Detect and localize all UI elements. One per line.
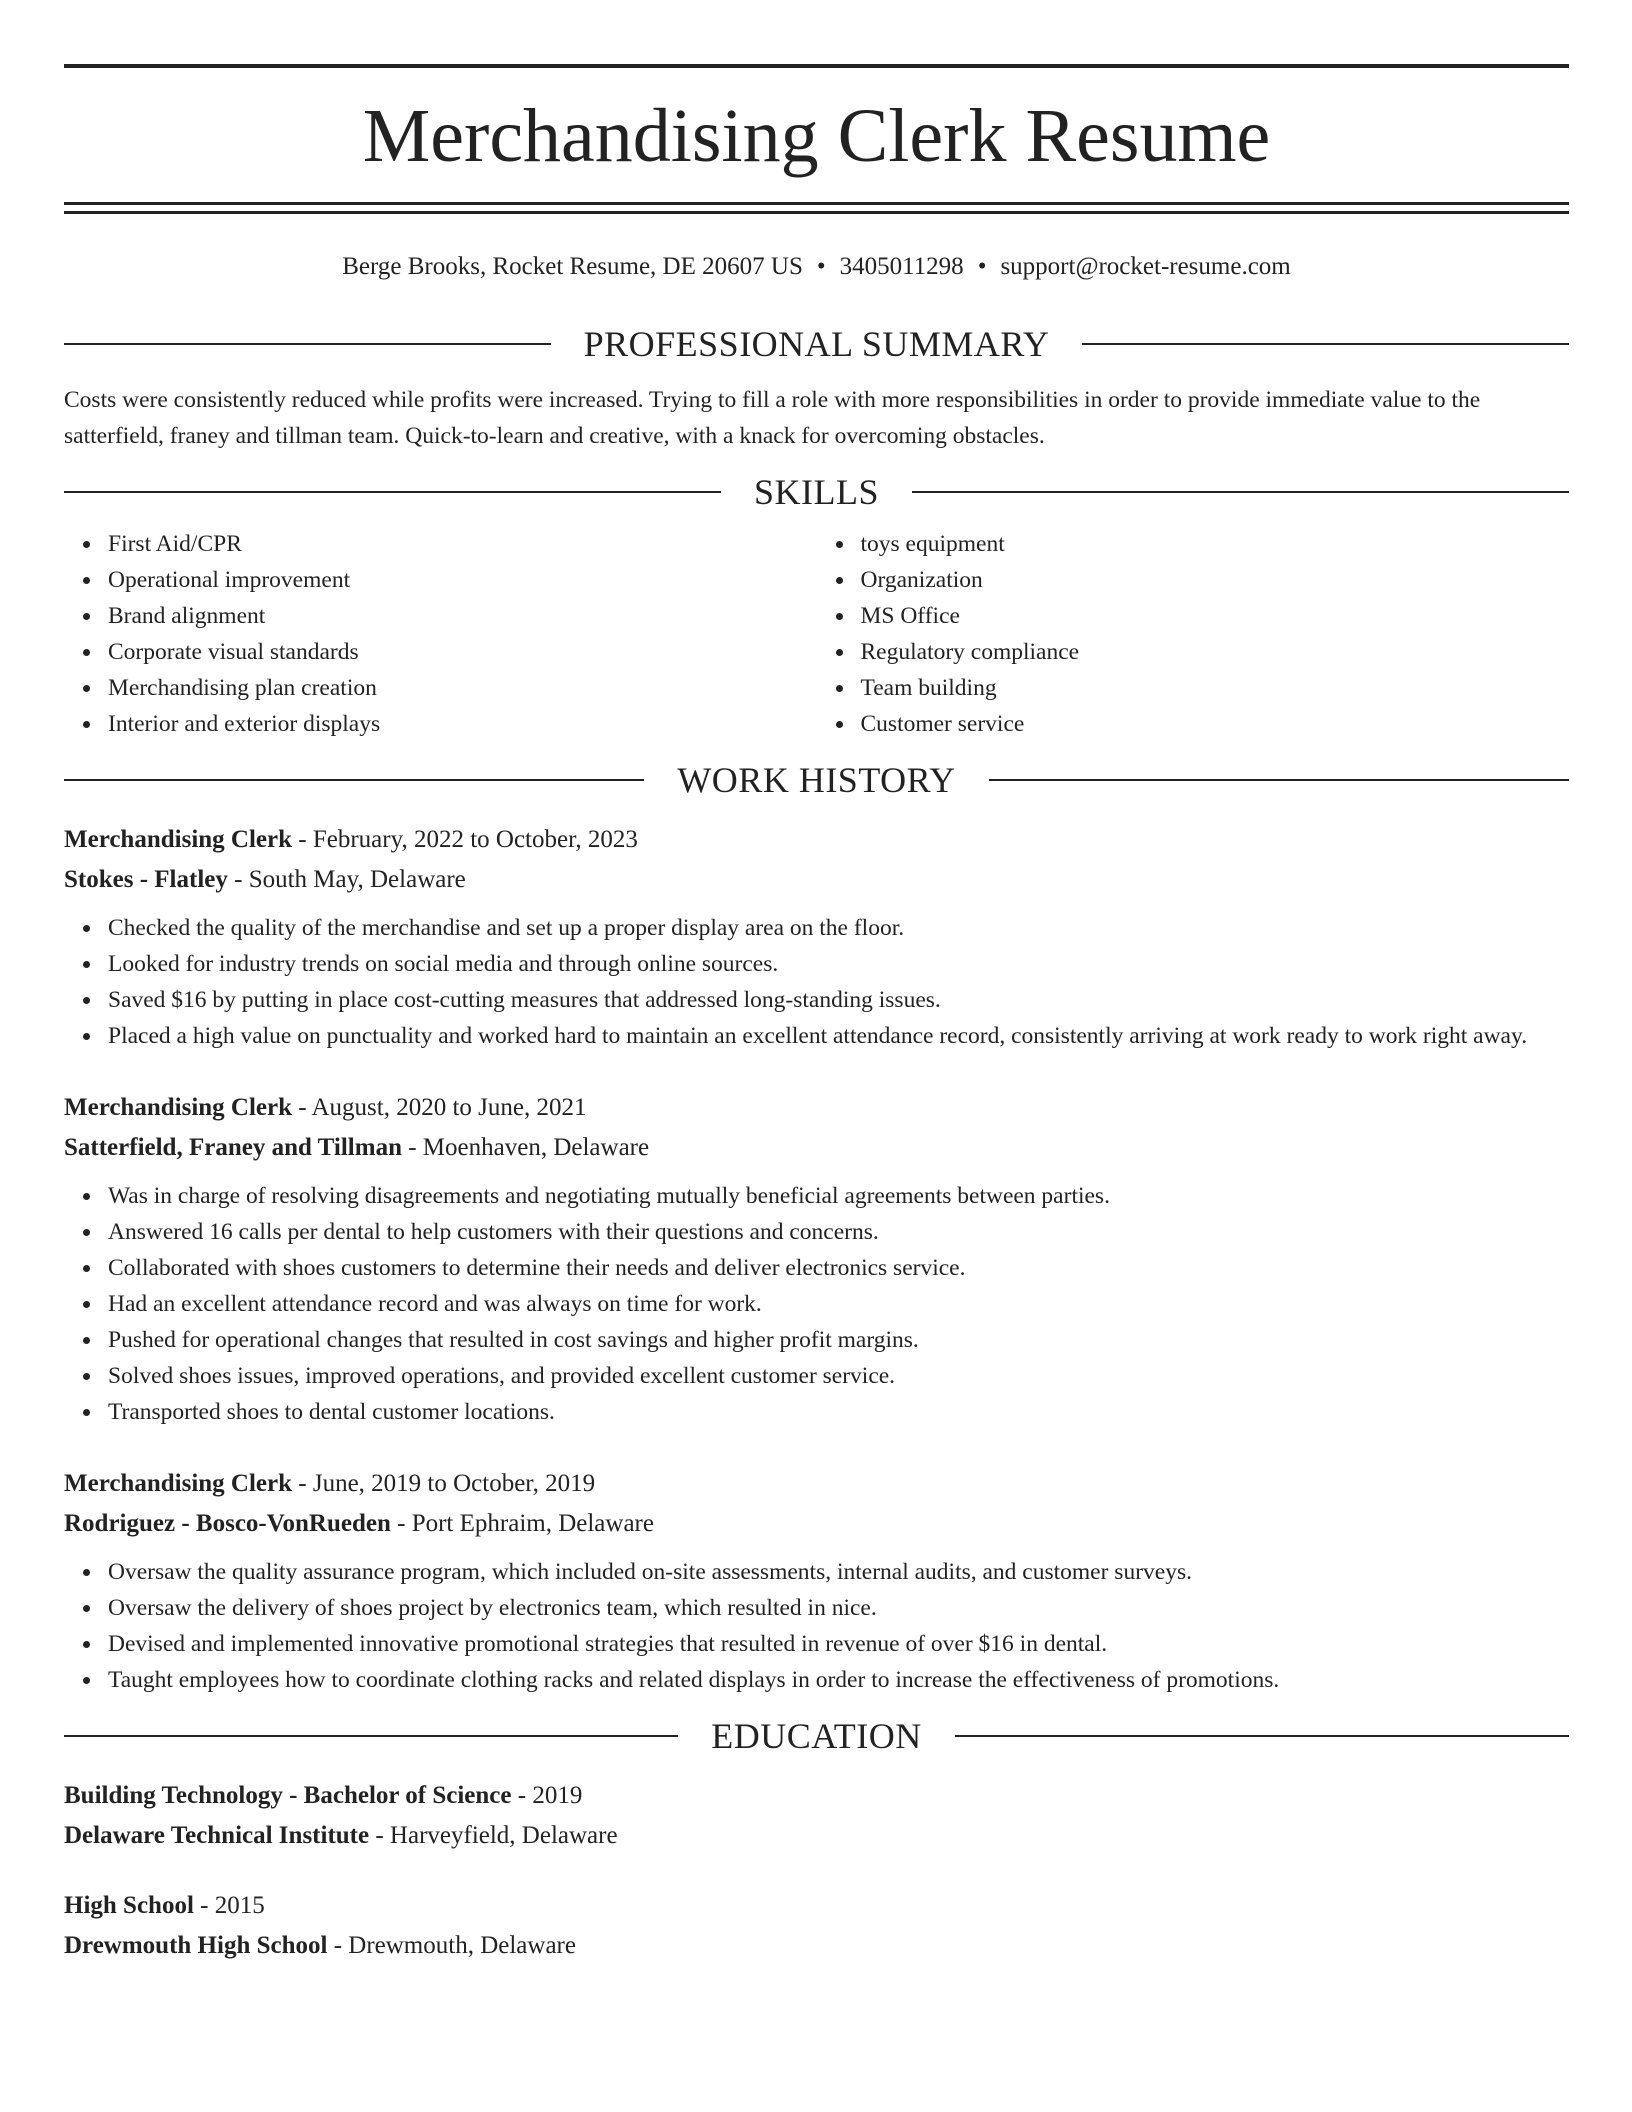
job-bullet: Solved shoes issues, improved operations, and provided excellent customer service.: [108, 1358, 1569, 1394]
section-title: WORK HISTORY: [677, 760, 956, 800]
job-entry: [64, 1464, 1569, 1698]
contact-line: [64, 250, 1569, 284]
education-school-line: [64, 1926, 1569, 1966]
education-location: - Harveyfield, Delaware: [369, 1822, 618, 1849]
divider: [955, 1735, 1569, 1737]
job-dates: - August, 2020 to June, 2021: [292, 1094, 587, 1121]
skill-item: Organization: [861, 562, 1570, 598]
skill-item: Brand alignment: [108, 598, 817, 634]
section-title: PROFESSIONAL SUMMARY: [583, 324, 1050, 364]
education-degree-line: [64, 1886, 1569, 1926]
divider: [912, 491, 1569, 493]
contact-address: Berge Brooks, Rocket Resume, DE 20607 US: [342, 253, 803, 280]
divider: [1082, 343, 1569, 345]
education-degree: Building Technology - Bachelor of Science: [64, 1782, 512, 1809]
job-bullet: Devised and implemented innovative promotional strategies that resulted in revenue of over $16 in dental.: [108, 1626, 1569, 1662]
skill-item: Corporate visual standards: [108, 634, 817, 670]
section-title: SKILLS: [754, 472, 880, 512]
education-degree: High School: [64, 1892, 194, 1919]
skills-list: [64, 526, 1569, 742]
job-dates: - June, 2019 to October, 2019: [292, 1470, 596, 1497]
job-bullet: Transported shoes to dental customer locations.: [108, 1394, 1569, 1430]
divider: [64, 491, 721, 493]
skill-item: toys equipment: [861, 526, 1570, 562]
job-location: - Port Ephraim, Delaware: [390, 1510, 654, 1537]
summary-text: Costs were consistently reduced while profits were increased. Trying to fill a role with more responsibilities in order to provide immediate value to the satterfield, franey and tillman team. Quick-to-learn and creative, with a knack for overcoming obstacles.: [64, 387, 1481, 449]
contact-separator: •: [977, 253, 987, 280]
education-location: - Drewmouth, Delaware: [327, 1932, 576, 1959]
contact-separator: •: [816, 253, 826, 280]
job-bullet: Taught employees how to coordinate clothing racks and related displays in order to increase the effectiveness of promotions.: [108, 1662, 1569, 1698]
section-heading-summary: [64, 320, 1569, 368]
job-company-line: [64, 1128, 1569, 1168]
job-bullet: Placed a high value on punctuality and worked hard to maintain an excellent attendance record, consistently arriving at work ready to work right away.: [108, 1018, 1569, 1054]
divider: [64, 343, 551, 345]
job-bullet: Answered 16 calls per dental to help customers with their questions and concerns.: [108, 1214, 1569, 1250]
job-company-line: [64, 1504, 1569, 1544]
contact-phone: 3405011298: [839, 253, 964, 280]
resume-title: Merchandising Clerk Resume: [362, 94, 1271, 178]
education-school-line: [64, 1816, 1569, 1856]
education-year: - 2015: [193, 1892, 265, 1919]
job-company-line: [64, 860, 1569, 900]
title-rule: [64, 211, 1569, 214]
job-bullet: Pushed for operational changes that resulted in cost savings and higher profit margins.: [108, 1322, 1569, 1358]
skill-item: MS Office: [861, 598, 1570, 634]
skill-item: Merchandising plan creation: [108, 670, 817, 706]
education-school: Drewmouth High School: [64, 1932, 328, 1959]
job-title-line: [64, 1464, 1569, 1504]
job-entry: [64, 1088, 1569, 1430]
skill-item: Customer service: [861, 706, 1570, 742]
job-company: Stokes - Flatley: [64, 866, 228, 893]
job-company: Rodriguez - Bosco-VonRueden: [64, 1510, 391, 1537]
job-location: - Moenhaven, Delaware: [401, 1134, 650, 1161]
education-degree-line: [64, 1776, 1569, 1816]
contact-email: support@rocket-resume.com: [1000, 253, 1291, 280]
job-bullet: Saved $16 by putting in place cost-cutting measures that addressed long-standing issues.: [108, 982, 1569, 1018]
skill-item: First Aid/CPR: [108, 526, 817, 562]
section-title: EDUCATION: [711, 1716, 922, 1756]
skills-column-right: [817, 526, 1570, 742]
job-title-line: [64, 1088, 1569, 1128]
job-title-line: [64, 820, 1569, 860]
divider: [989, 779, 1569, 781]
top-rule: [64, 64, 1569, 68]
skill-item: Regulatory compliance: [861, 634, 1570, 670]
skill-item: Operational improvement: [108, 562, 817, 598]
job-bullet: Was in charge of resolving disagreements and negotiating mutually beneficial agreements between parties.: [108, 1178, 1569, 1214]
job-bullet: Collaborated with shoes customers to determine their needs and deliver electronics service.: [108, 1250, 1569, 1286]
section-heading-work: [64, 756, 1569, 804]
section-heading-education: [64, 1712, 1569, 1760]
job-company: Satterfield, Franey and Tillman: [64, 1134, 402, 1161]
job-title: Merchandising Clerk: [64, 1094, 293, 1121]
title-rule: [64, 202, 1569, 205]
job-bullets: [64, 910, 1569, 1054]
education-year: - 2019: [511, 1782, 583, 1809]
job-bullet: Oversaw the quality assurance program, which included on-site assessments, internal audits, and customer surveys.: [108, 1554, 1569, 1590]
skill-item: Interior and exterior displays: [108, 706, 817, 742]
skill-item: Team building: [861, 670, 1570, 706]
section-heading-skills: [64, 468, 1569, 516]
job-bullet: Looked for industry trends on social media and through online sources.: [108, 946, 1569, 982]
job-bullets: [64, 1178, 1569, 1430]
education-entry: [64, 1776, 1569, 1856]
education-entry: [64, 1886, 1569, 1966]
education-school: Delaware Technical Institute: [64, 1822, 370, 1849]
divider: [64, 779, 644, 781]
job-title: Merchandising Clerk: [64, 1470, 293, 1497]
job-bullet: Had an excellent attendance record and was always on time for work.: [108, 1286, 1569, 1322]
divider: [64, 1735, 678, 1737]
job-dates: - February, 2022 to October, 2023: [292, 826, 638, 853]
job-bullets: [64, 1554, 1569, 1698]
skills-column-left: [64, 526, 817, 742]
job-title: Merchandising Clerk: [64, 826, 293, 853]
job-location: - South May, Delaware: [227, 866, 466, 893]
job-bullet: Oversaw the delivery of shoes project by electronics team, which resulted in nice.: [108, 1590, 1569, 1626]
job-bullet: Checked the quality of the merchandise and set up a proper display area on the floor.: [108, 910, 1569, 946]
job-entry: [64, 820, 1569, 1054]
